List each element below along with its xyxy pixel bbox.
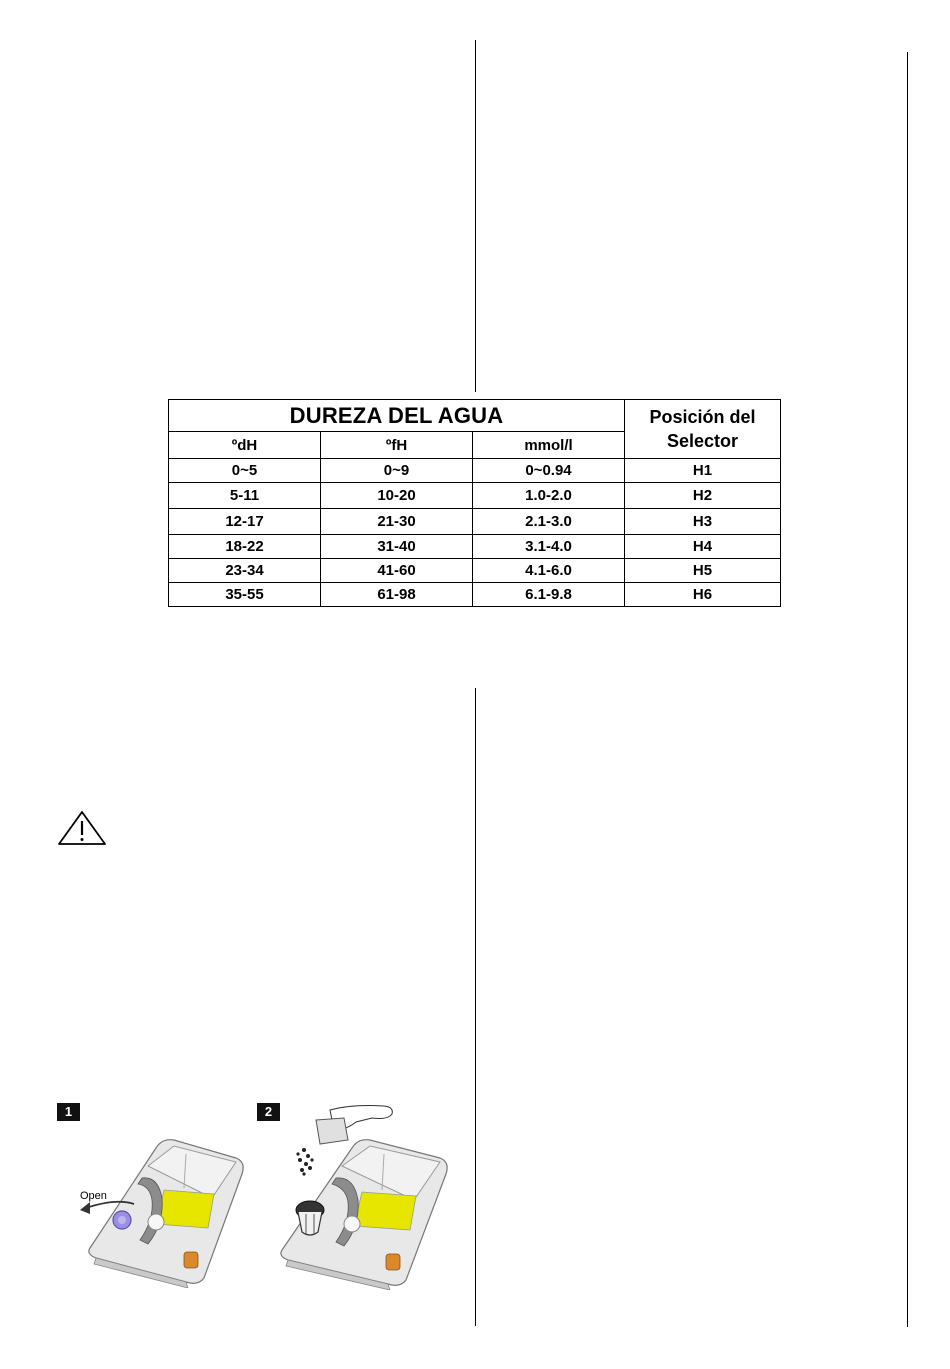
cell-selector: H6 xyxy=(625,583,781,607)
cell-mmol: 3.1-4.0 xyxy=(473,535,625,559)
cell-selector: H2 xyxy=(625,483,781,509)
column-header-dh: ºdH xyxy=(169,432,321,459)
cell-mmol: 4.1-6.0 xyxy=(473,559,625,583)
table-row xyxy=(169,535,781,559)
table-row xyxy=(169,483,781,509)
cell-dh: 35-55 xyxy=(169,583,321,607)
cell-selector: H5 xyxy=(625,559,781,583)
table-row xyxy=(169,509,781,535)
cell-dh: 23-34 xyxy=(169,559,321,583)
open-label: Open xyxy=(80,1190,107,1202)
salt-filling-illustration xyxy=(272,1100,457,1290)
cell-dh: 12-17 xyxy=(169,509,321,535)
cell-fh: 61-98 xyxy=(321,583,473,607)
cell-dh: 0~5 xyxy=(169,459,321,483)
cell-mmol: 2.1-3.0 xyxy=(473,509,625,535)
selector-position-header: Posición del Selector xyxy=(625,400,781,459)
cell-mmol: 1.0-2.0 xyxy=(473,483,625,509)
column-header-mmol: mmol/l xyxy=(473,432,625,459)
cell-mmol: 0~0.94 xyxy=(473,459,625,483)
cell-selector: H1 xyxy=(625,459,781,483)
warning-triangle-icon xyxy=(57,810,107,846)
cell-mmol: 6.1-9.8 xyxy=(473,583,625,607)
figure-2-number: 2 xyxy=(257,1103,280,1121)
column-header-fh: ºfH xyxy=(321,432,473,459)
column-divider-top xyxy=(475,40,476,392)
cell-dh: 18-22 xyxy=(169,535,321,559)
column-divider-bottom xyxy=(475,688,476,1326)
cell-selector: H4 xyxy=(625,535,781,559)
table-row xyxy=(169,459,781,483)
figure-1-number: 1 xyxy=(57,1103,80,1121)
cell-selector: H3 xyxy=(625,509,781,535)
cell-fh: 21-30 xyxy=(321,509,473,535)
salt-container-open-illustration xyxy=(76,1128,256,1288)
cell-fh: 31-40 xyxy=(321,535,473,559)
table-row xyxy=(169,583,781,607)
table-row xyxy=(169,559,781,583)
cell-fh: 10-20 xyxy=(321,483,473,509)
right-margin-line xyxy=(907,52,908,1327)
cell-dh: 5-11 xyxy=(169,483,321,509)
cell-fh: 0~9 xyxy=(321,459,473,483)
table-title: DUREZA DEL AGUA xyxy=(169,400,625,432)
water-hardness-table xyxy=(168,399,781,607)
cell-fh: 41-60 xyxy=(321,559,473,583)
